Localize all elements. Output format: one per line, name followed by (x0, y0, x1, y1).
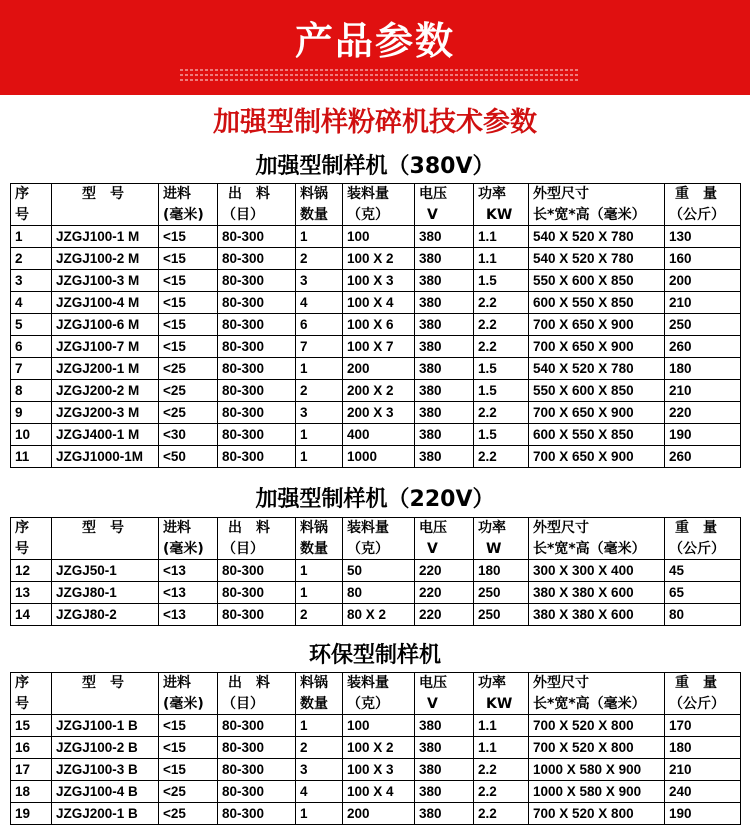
table-cell: 220 (665, 402, 741, 424)
table-cell: 80-300 (218, 358, 296, 380)
col-header-power-sub: KW (474, 204, 529, 226)
table-cell: 600 X 550 X 850 (529, 292, 665, 314)
col-header-pots-sub: 数量 (296, 204, 343, 226)
table-cell: JZGJ80-2 (52, 604, 159, 626)
table-cell: 380 (415, 270, 474, 292)
table-cell: 2 (296, 604, 343, 626)
table-cell: 1 (296, 446, 343, 468)
table-cell: 6 (11, 336, 52, 358)
table-cell: 80-300 (218, 226, 296, 248)
col-header-pots: 料锅 (296, 673, 343, 694)
table-cell: 80-300 (218, 424, 296, 446)
table-cell: 380 X 380 X 600 (529, 604, 665, 626)
table-cell: 380 (415, 781, 474, 803)
section-title-380v: 加强型制样机（380V） (255, 154, 495, 179)
table-cell: 540 X 520 X 780 (529, 226, 665, 248)
table-cell: 1 (296, 226, 343, 248)
table-cell: <13 (159, 560, 218, 582)
table-cell: 190 (665, 803, 741, 825)
table-cell: <15 (159, 715, 218, 737)
table-cell: 260 (665, 446, 741, 468)
table-cell: 220 (415, 604, 474, 626)
table-cell: 2.2 (474, 336, 529, 358)
header-banner (0, 0, 750, 95)
table-cell: JZGJ100-2 B (52, 737, 159, 759)
table-cell: 2 (296, 380, 343, 402)
table-cell: 7 (11, 358, 52, 380)
table-cell: 700 X 650 X 900 (529, 446, 665, 468)
table-cell: 80-300 (218, 715, 296, 737)
table-cell: 1.1 (474, 248, 529, 270)
table-cell: <15 (159, 226, 218, 248)
table-row (11, 270, 741, 292)
col-header-size: 外型尺寸 (529, 518, 665, 539)
table-cell: 5 (11, 314, 52, 336)
col-header-model-cont (52, 693, 159, 715)
table-cell: 1000 X 580 X 900 (529, 759, 665, 781)
table-cell: 180 (665, 358, 741, 380)
table-cell: 250 (474, 604, 529, 626)
table-cell: 2 (296, 737, 343, 759)
col-header-voltage-sub: V (415, 204, 474, 226)
col-header-feed-sub: (毫米) (159, 693, 218, 715)
table-cell: 200 (665, 270, 741, 292)
table-cell: 80-300 (218, 336, 296, 358)
col-header-model: 型 号 (52, 518, 159, 539)
col-header-output-sub: （目） (218, 538, 296, 560)
table-cell: 1.1 (474, 715, 529, 737)
col-header-size-sub: 长*宽*高（毫米） (529, 693, 665, 715)
table-cell: JZGJ100-1 B (52, 715, 159, 737)
col-header-load-sub: （克） (343, 693, 415, 715)
col-header-power-sub: W (474, 538, 529, 560)
table-cell: 2.2 (474, 446, 529, 468)
table-row (11, 604, 741, 626)
table-cell: 190 (665, 424, 741, 446)
table-cell: <25 (159, 380, 218, 402)
table-cell: 18 (11, 781, 52, 803)
col-header-voltage: 电压 (415, 518, 474, 539)
table-row (11, 226, 741, 248)
table-cell: 400 (343, 424, 415, 446)
table-cell: JZGJ100-2 M (52, 248, 159, 270)
table-cell: 1 (296, 358, 343, 380)
table-cell: <15 (159, 737, 218, 759)
col-header-output-sub: （目） (218, 204, 296, 226)
table-cell: 550 X 600 X 850 (529, 380, 665, 402)
col-header-feed: 进料 (159, 184, 218, 205)
table-cell: 700 X 650 X 900 (529, 336, 665, 358)
table-cell: 80-300 (218, 292, 296, 314)
col-header-pots-sub: 数量 (296, 693, 343, 715)
table-cell: 200 X 3 (343, 402, 415, 424)
col-header-pots-sub: 数量 (296, 538, 343, 560)
table-cell: 6 (296, 314, 343, 336)
spec-table-380v (10, 183, 741, 468)
table-cell: 80-300 (218, 402, 296, 424)
col-header-output: 出 料 (218, 518, 296, 539)
table-cell: 130 (665, 226, 741, 248)
table-cell: 380 (415, 759, 474, 781)
col-header-pots: 料锅 (296, 184, 343, 205)
col-header-voltage: 电压 (415, 184, 474, 205)
table-cell: 1000 X 580 X 900 (529, 781, 665, 803)
table-cell: JZGJ200-3 M (52, 402, 159, 424)
col-header-power: 功率 (474, 518, 529, 539)
table-cell: 3 (11, 270, 52, 292)
col-header-seq: 序 (11, 184, 52, 205)
table-cell: 250 (665, 314, 741, 336)
table-cell: 100 X 2 (343, 737, 415, 759)
table-cell: <15 (159, 336, 218, 358)
table-cell: 380 (415, 737, 474, 759)
col-header-size: 外型尺寸 (529, 184, 665, 205)
table-cell: 200 X 2 (343, 380, 415, 402)
table-cell: JZGJ200-2 M (52, 380, 159, 402)
table-cell: 1 (296, 582, 343, 604)
table-cell: 700 X 520 X 800 (529, 737, 665, 759)
table-cell: 700 X 520 X 800 (529, 803, 665, 825)
banner-title: 产品参数 (294, 19, 455, 63)
table-cell: 380 (415, 314, 474, 336)
table-cell: 1 (296, 560, 343, 582)
table-cell: 250 (474, 582, 529, 604)
table-cell: 80 X 2 (343, 604, 415, 626)
page-title: 加强型制样粉碎机技术参数 (213, 107, 537, 138)
table-cell: 80-300 (218, 803, 296, 825)
table-cell: JZGJ80-1 (52, 582, 159, 604)
table-cell: 80 (665, 604, 741, 626)
table-cell: 380 (415, 402, 474, 424)
table-cell: <15 (159, 248, 218, 270)
col-header-weight-sub: （公斤） (665, 538, 741, 560)
table-cell: 14 (11, 604, 52, 626)
table-cell: 1.5 (474, 424, 529, 446)
col-header-power: 功率 (474, 673, 529, 694)
table-cell: 80-300 (218, 582, 296, 604)
table-cell: JZGJ100-7 M (52, 336, 159, 358)
table-cell: 1.5 (474, 358, 529, 380)
table-cell: 1.5 (474, 270, 529, 292)
table-cell: 4 (11, 292, 52, 314)
table-cell: <15 (159, 759, 218, 781)
table-row (11, 402, 741, 424)
col-header-feed: 进料 (159, 673, 218, 694)
table-cell: JZGJ50-1 (52, 560, 159, 582)
col-header-model: 型 号 (52, 184, 159, 205)
table-cell: 260 (665, 336, 741, 358)
table-cell: 220 (415, 560, 474, 582)
table-cell: 65 (665, 582, 741, 604)
table-cell: 80-300 (218, 737, 296, 759)
col-header-seq-sub: 号 (11, 538, 52, 560)
table-cell: 2 (296, 248, 343, 270)
table-cell: 8 (11, 380, 52, 402)
table-cell: <25 (159, 781, 218, 803)
table-row (11, 737, 741, 759)
table-row (11, 380, 741, 402)
table-row (11, 759, 741, 781)
table-cell: 100 X 4 (343, 292, 415, 314)
col-header-seq-sub: 号 (11, 693, 52, 715)
table-cell: 200 (343, 358, 415, 380)
table-cell: JZGJ100-6 M (52, 314, 159, 336)
col-header-seq: 序 (11, 673, 52, 694)
table-cell: 380 (415, 248, 474, 270)
table-row (11, 446, 741, 468)
table-cell: 240 (665, 781, 741, 803)
col-header-load: 装料量 (343, 518, 415, 539)
table-cell: 210 (665, 292, 741, 314)
table-cell: 380 (415, 226, 474, 248)
table-cell: 80-300 (218, 604, 296, 626)
table-cell: 19 (11, 803, 52, 825)
col-header-feed: 进料 (159, 518, 218, 539)
col-header-model: 型 号 (52, 673, 159, 694)
table-cell: JZGJ100-1 M (52, 226, 159, 248)
col-header-seq: 序 (11, 518, 52, 539)
table-cell: 4 (296, 781, 343, 803)
table-cell: <15 (159, 314, 218, 336)
table-cell: 380 (415, 715, 474, 737)
banner-decorative-text (180, 66, 580, 82)
table-cell: <15 (159, 270, 218, 292)
table-cell: 1 (296, 803, 343, 825)
col-header-output: 出 料 (218, 184, 296, 205)
table-cell: JZGJ100-4 M (52, 292, 159, 314)
table-cell: 2.2 (474, 803, 529, 825)
table-cell: 540 X 520 X 780 (529, 358, 665, 380)
col-header-power: 功率 (474, 184, 529, 205)
table-cell: 45 (665, 560, 741, 582)
table-cell: 3 (296, 402, 343, 424)
col-header-size-sub: 长*宽*高（毫米） (529, 204, 665, 226)
table-cell: 380 (415, 336, 474, 358)
table-cell: 180 (474, 560, 529, 582)
col-header-voltage-sub: V (415, 693, 474, 715)
table-cell: 11 (11, 446, 52, 468)
spec-table-eco (10, 672, 741, 825)
table-cell: 17 (11, 759, 52, 781)
col-header-size-sub: 长*宽*高（毫米） (529, 538, 665, 560)
table-cell: 50 (343, 560, 415, 582)
col-header-weight-sub: （公斤） (665, 204, 741, 226)
table-cell: 80-300 (218, 446, 296, 468)
table-cell: 80-300 (218, 314, 296, 336)
table-cell: 9 (11, 402, 52, 424)
table-cell: 540 X 520 X 780 (529, 248, 665, 270)
col-header-weight: 重 量 (665, 184, 741, 205)
col-header-model-cont (52, 538, 159, 560)
table-cell: 380 (415, 358, 474, 380)
table-row (11, 582, 741, 604)
table-cell: <13 (159, 582, 218, 604)
table-cell: 550 X 600 X 850 (529, 270, 665, 292)
table-cell: JZGJ100-3 B (52, 759, 159, 781)
table-row (11, 781, 741, 803)
col-header-seq-sub: 号 (11, 204, 52, 226)
table-cell: 80-300 (218, 560, 296, 582)
col-header-pots: 料锅 (296, 518, 343, 539)
table-cell: 80-300 (218, 781, 296, 803)
table-cell: 700 X 520 X 800 (529, 715, 665, 737)
col-header-weight-sub: （公斤） (665, 693, 741, 715)
table-cell: 380 (415, 380, 474, 402)
table-row (11, 358, 741, 380)
table-cell: <25 (159, 803, 218, 825)
table-cell: 100 (343, 226, 415, 248)
table-cell: 80-300 (218, 380, 296, 402)
table-cell: 1 (296, 715, 343, 737)
table-cell: 700 X 650 X 900 (529, 314, 665, 336)
table-cell: 4 (296, 292, 343, 314)
table-cell: JZGJ100-3 M (52, 270, 159, 292)
col-header-output-sub: （目） (218, 693, 296, 715)
table-cell: 100 X 7 (343, 336, 415, 358)
table-cell: 13 (11, 582, 52, 604)
table-cell: 700 X 650 X 900 (529, 402, 665, 424)
col-header-weight: 重 量 (665, 518, 741, 539)
table-cell: JZGJ1000-1M (52, 446, 159, 468)
table-cell: 380 (415, 292, 474, 314)
col-header-load-sub: （克） (343, 204, 415, 226)
table-cell: JZGJ400-1 M (52, 424, 159, 446)
col-header-voltage: 电压 (415, 673, 474, 694)
col-header-load: 装料量 (343, 673, 415, 694)
table-row (11, 715, 741, 737)
table-cell: 80-300 (218, 270, 296, 292)
table-cell: 2.2 (474, 402, 529, 424)
table-cell: 600 X 550 X 850 (529, 424, 665, 446)
table-cell: 180 (665, 737, 741, 759)
table-cell: 380 (415, 424, 474, 446)
table-cell: 80 (343, 582, 415, 604)
col-header-load: 装料量 (343, 184, 415, 205)
table-cell: 2.2 (474, 759, 529, 781)
col-header-model-cont (52, 204, 159, 226)
table-cell: <13 (159, 604, 218, 626)
section-title-220v: 加强型制样机（220V） (255, 487, 495, 512)
col-header-size: 外型尺寸 (529, 673, 665, 694)
table-cell: <50 (159, 446, 218, 468)
table-row (11, 336, 741, 358)
table-cell: 1 (11, 226, 52, 248)
table-cell: 1 (296, 424, 343, 446)
table-cell: 1000 (343, 446, 415, 468)
table-cell: 100 X 3 (343, 270, 415, 292)
table-row (11, 560, 741, 582)
table-row (11, 424, 741, 446)
table-cell: 3 (296, 270, 343, 292)
table-row (11, 248, 741, 270)
table-cell: 2.2 (474, 292, 529, 314)
table-cell: 2 (11, 248, 52, 270)
table-cell: 80-300 (218, 248, 296, 270)
table-cell: 7 (296, 336, 343, 358)
col-header-power-sub: KW (474, 693, 529, 715)
table-cell: JZGJ100-4 B (52, 781, 159, 803)
table-cell: 100 X 6 (343, 314, 415, 336)
table-cell: 1.5 (474, 380, 529, 402)
table-row (11, 292, 741, 314)
table-cell: <15 (159, 292, 218, 314)
table-cell: 100 X 2 (343, 248, 415, 270)
col-header-load-sub: （克） (343, 538, 415, 560)
table-cell: 380 X 380 X 600 (529, 582, 665, 604)
table-cell: 2.2 (474, 781, 529, 803)
col-header-output: 出 料 (218, 673, 296, 694)
table-cell: <25 (159, 358, 218, 380)
table-cell: 100 X 3 (343, 759, 415, 781)
table-cell: 10 (11, 424, 52, 446)
col-header-feed-sub: (毫米) (159, 538, 218, 560)
table-cell: 380 (415, 446, 474, 468)
col-header-feed-sub: (毫米) (159, 204, 218, 226)
table-cell: 1.1 (474, 737, 529, 759)
spec-table-220v (10, 517, 741, 626)
table-cell: 210 (665, 759, 741, 781)
table-cell: 200 (343, 803, 415, 825)
table-cell: <30 (159, 424, 218, 446)
col-header-weight: 重 量 (665, 673, 741, 694)
table-cell: 300 X 300 X 400 (529, 560, 665, 582)
table-cell: 16 (11, 737, 52, 759)
table-cell: 210 (665, 380, 741, 402)
table-row (11, 803, 741, 825)
table-cell: JZGJ200-1 M (52, 358, 159, 380)
table-cell: 170 (665, 715, 741, 737)
table-cell: 12 (11, 560, 52, 582)
table-cell: <25 (159, 402, 218, 424)
table-cell: 160 (665, 248, 741, 270)
table-cell: 1.1 (474, 226, 529, 248)
table-cell: 100 (343, 715, 415, 737)
table-cell: 3 (296, 759, 343, 781)
table-cell: 80-300 (218, 759, 296, 781)
table-cell: 100 X 4 (343, 781, 415, 803)
col-header-voltage-sub: V (415, 538, 474, 560)
table-cell: 2.2 (474, 314, 529, 336)
table-cell: JZGJ200-1 B (52, 803, 159, 825)
table-cell: 380 (415, 803, 474, 825)
table-row (11, 314, 741, 336)
section-title-eco: 环保型制样机 (308, 643, 441, 668)
table-cell: 15 (11, 715, 52, 737)
table-cell: 220 (415, 582, 474, 604)
